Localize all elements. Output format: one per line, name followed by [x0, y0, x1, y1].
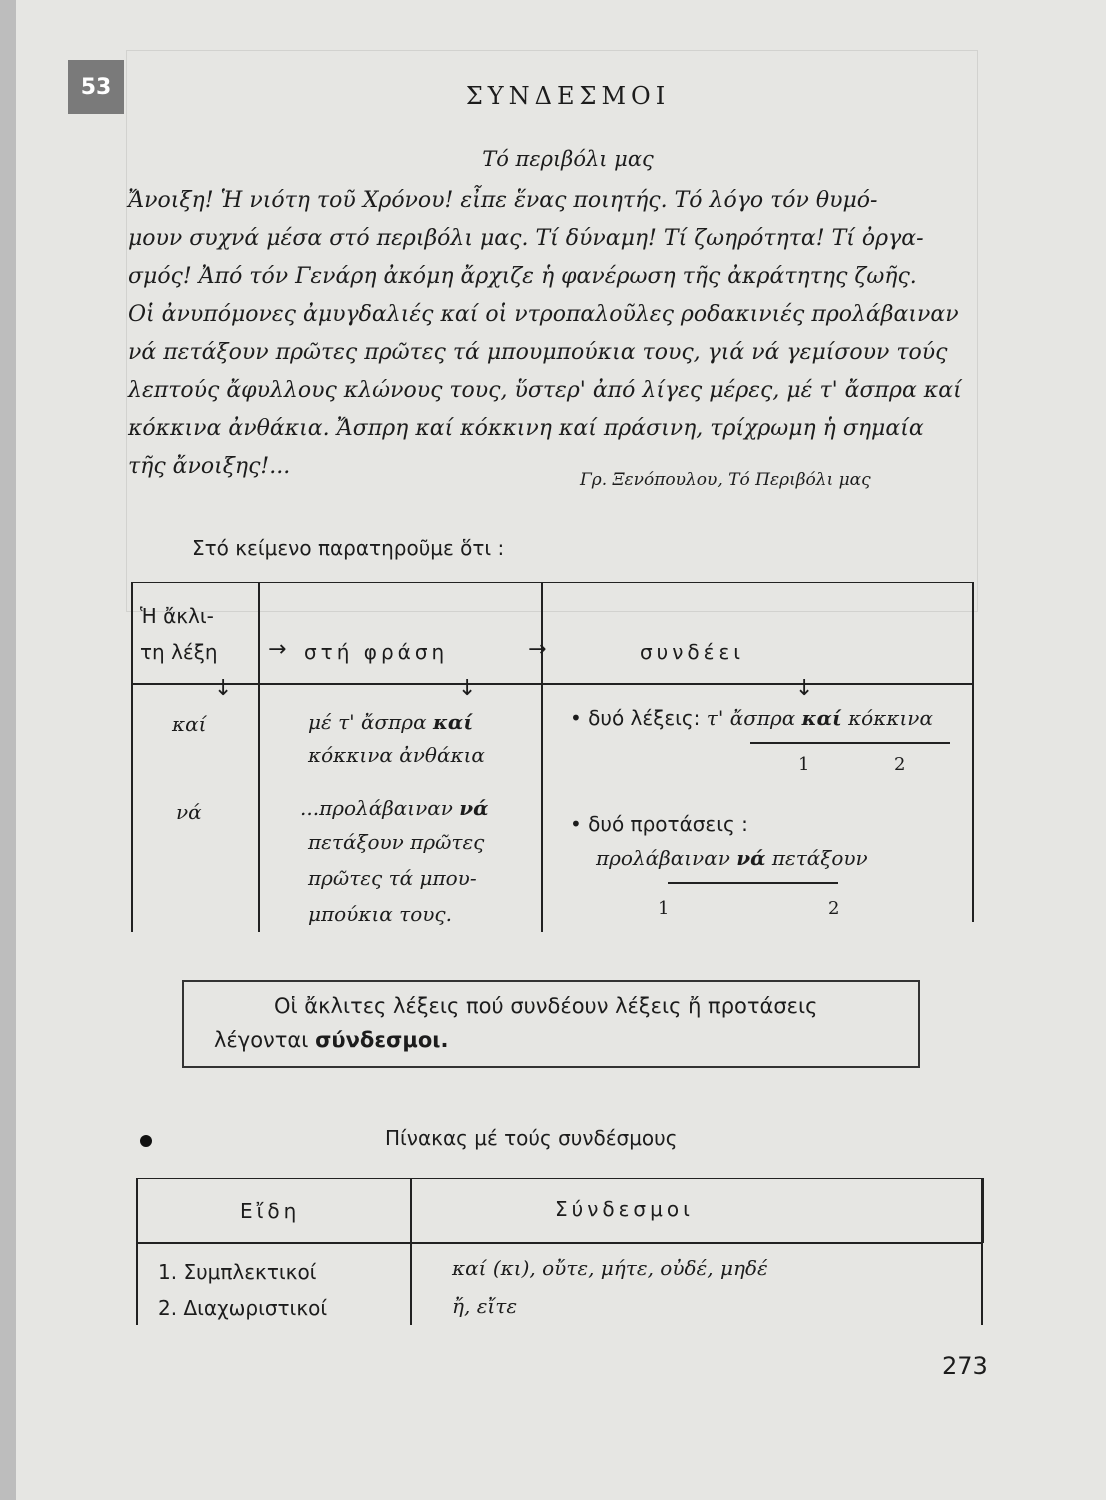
- passage-line: Ἄνοιξη! Ἡ νιότη τοῦ Χρόνου! εἶπε ἕνας ποιητής. Τό λόγο τόν θυμό-: [128, 188, 878, 213]
- passage-line: μουν συχνά μέσα στό περιβόλι μας. Τί δύναμη! Τί ζωηρότητα! Τί ὀργα-: [128, 226, 924, 251]
- brace-number: 1: [798, 754, 810, 775]
- page-title: ΣΥΝΔΕΣΜΟΙ: [465, 82, 671, 110]
- rule-term: σύνδεσμοι.: [315, 1028, 449, 1052]
- bullet-icon: [140, 1135, 152, 1147]
- table-row-type: 2. Διαχωριστικοί: [158, 1296, 328, 1320]
- column-header: Εἴδη: [240, 1199, 301, 1223]
- row-connects: • δυό λέξεις: τ' ἄσπρα καί κόκκινα: [570, 706, 933, 730]
- passage-line: λεπτούς ἄφυλλους κλώνους τους, ὕστερ' ἀπό λίγες μέρες, μέ τ' ἄσπρα καί: [128, 378, 962, 403]
- bleed-through-frame: [126, 50, 978, 612]
- passage-line: νά πετάξουν πρῶτες πρῶτες τά μπουμπούκια τους, γιά νά γεμίσουν τούς: [128, 340, 948, 365]
- row-word: νά: [176, 800, 202, 824]
- arrow-right-icon: →: [528, 637, 547, 662]
- rule-box: [182, 980, 920, 1068]
- table-row-conjunctions: καί (κι), οὔτε, μήτε, οὐδέ, μηδέ: [452, 1256, 768, 1280]
- arrow-down-icon: ↓: [458, 676, 477, 701]
- rule-text: λέγονται σύνδεσμοι.: [214, 1028, 449, 1052]
- table-title: Πίνακας μέ τούς συνδέσμους: [385, 1126, 678, 1150]
- header-connects: συνδέει: [640, 640, 745, 664]
- arrow-down-icon: ↓: [214, 676, 233, 701]
- brace-number: 1: [658, 898, 670, 919]
- brace-number: 2: [894, 754, 906, 775]
- header-word-2: τη λέξη: [140, 640, 218, 664]
- lesson-number-badge: 53: [68, 60, 124, 114]
- passage-source: Γρ. Ξενόπουλου, Τό Περιβόλι μας: [580, 470, 871, 490]
- header-word-1: Ἡ ἄκλι-: [140, 604, 214, 628]
- rule-text: Οἱ ἄκλιτες λέξεις πού συνδέουν λέξεις ἤ προτάσεις: [274, 994, 818, 1018]
- page-number: 273: [942, 1352, 988, 1380]
- passage-line: τῆς ἄνοιξης!...: [128, 454, 291, 479]
- column-header: Σύνδεσμοι: [555, 1197, 694, 1221]
- table-row-type: 1. Συμπλεκτικοί: [158, 1260, 317, 1284]
- passage-line: κόκκινα ἀνθάκια. Ἄσπρη καί κόκκινη καί πράσινη, τρίχρωμη ἡ σημαία: [128, 416, 924, 441]
- brace-line: [668, 882, 838, 884]
- row-phrase: πρῶτες τά μπου-: [308, 866, 477, 890]
- arrow-down-icon: ↓: [795, 676, 814, 701]
- row-connects: • δυό προτάσεις :: [570, 812, 748, 836]
- row-phrase: μπούκια τους.: [308, 902, 452, 926]
- passage-line: σμός! Ἀπό τόν Γενάρη ἀκόμη ἄρχιζε ἡ φανέρωση τῆς ἀκράτητης ζωῆς.: [128, 264, 917, 289]
- page-edge-shadow: [0, 0, 16, 1500]
- row-phrase: κόκκινα ἀνθάκια: [308, 743, 485, 767]
- row-phrase: ...προλάβαιναν νά: [300, 796, 489, 820]
- arrow-right-icon: →: [268, 637, 287, 662]
- header-phrase: στή φράση: [304, 640, 449, 664]
- brace-line: [750, 742, 950, 744]
- passage-title: Τό περιβόλι μας: [482, 147, 654, 171]
- brace-number: 2: [828, 898, 840, 919]
- row-phrase: μέ τ' ἄσπρα καί: [308, 710, 473, 734]
- row-word: καί: [172, 712, 207, 736]
- intro-sentence: Στό κείμενο παρατηροῦμε ὅτι :: [192, 536, 505, 560]
- row-connects-example: προλάβαιναν νά πετάξουν: [596, 846, 868, 870]
- table-row-conjunctions: ἤ, εἴτε: [452, 1294, 518, 1318]
- passage-line: Οἱ ἀνυπόμονες ἀμυγδαλιές καί οἱ ντροπαλοῦλες ροδακινιές προλάβαιναν: [128, 302, 959, 327]
- row-phrase: πετάξουν πρῶτες: [308, 830, 485, 854]
